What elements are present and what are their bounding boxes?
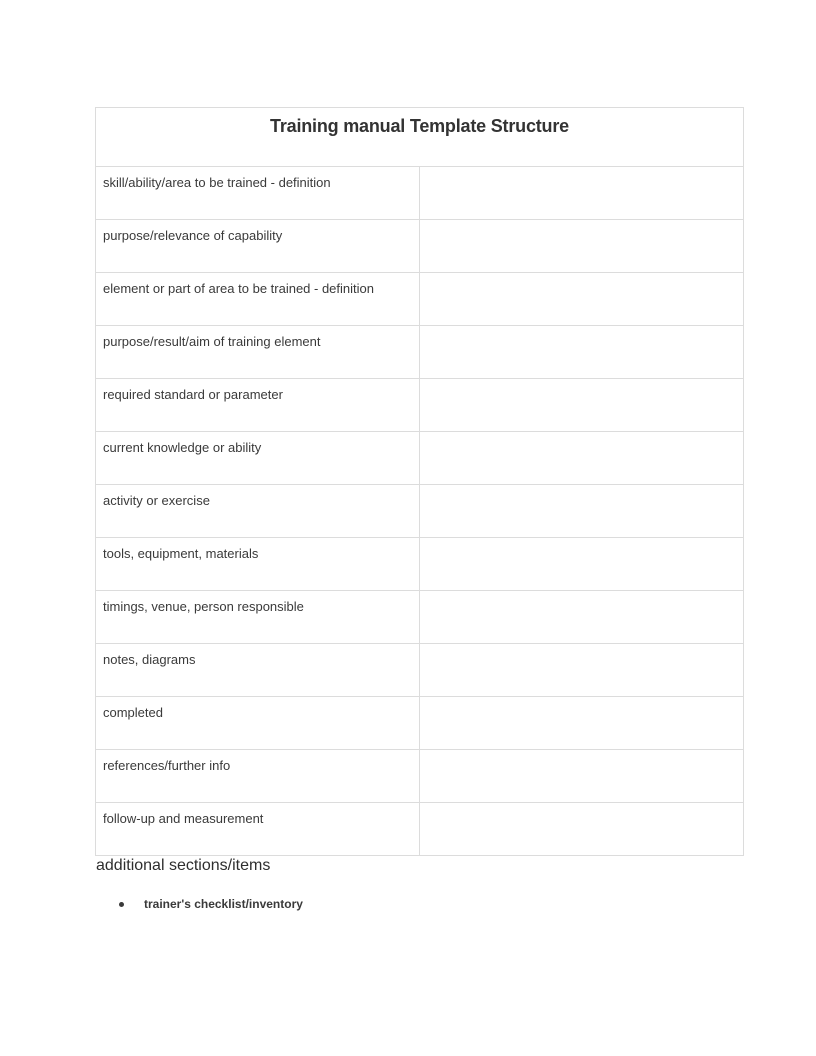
row-value-cell [420, 644, 744, 697]
row-label: skill/ability/area to be trained - definition [103, 175, 331, 190]
table-row [96, 485, 744, 538]
row-value-cell [420, 220, 744, 273]
row-label-cell [96, 220, 420, 273]
row-label: references/further info [103, 758, 231, 773]
row-label: current knowledge or ability [103, 440, 262, 455]
row-label-cell [96, 326, 420, 379]
row-label-cell [96, 167, 420, 220]
row-label-cell [96, 591, 420, 644]
row-value-cell [420, 273, 744, 326]
table-row [96, 220, 744, 273]
table-row [96, 273, 744, 326]
list-item [96, 895, 303, 913]
row-value-cell [420, 697, 744, 750]
table-row [96, 750, 744, 803]
list-item-text: trainer's checklist/inventory [144, 897, 303, 911]
additional-items-list [96, 895, 303, 913]
row-value-cell [420, 803, 744, 856]
row-label-cell [96, 538, 420, 591]
document-title: Training manual Template Structure [270, 116, 569, 136]
row-value-cell [420, 379, 744, 432]
row-label: tools, equipment, materials [103, 546, 259, 561]
table-row [96, 697, 744, 750]
title-cell [96, 108, 744, 167]
bullet-dot-icon [119, 902, 124, 907]
row-label: completed [103, 705, 163, 720]
row-label: notes, diagrams [103, 652, 196, 667]
row-label-cell [96, 697, 420, 750]
row-value-cell [420, 326, 744, 379]
row-label: follow-up and measurement [103, 811, 264, 826]
row-label-cell [96, 273, 420, 326]
table-row [96, 432, 744, 485]
table-row [96, 379, 744, 432]
title-row [96, 108, 744, 167]
table-row [96, 803, 744, 856]
additional-sections-heading: additional sections/items [96, 857, 271, 874]
row-label: required standard or parameter [103, 387, 283, 402]
row-label-cell [96, 803, 420, 856]
row-label: activity or exercise [103, 493, 210, 508]
training-template-table [95, 107, 744, 856]
table-row [96, 644, 744, 697]
table-row [96, 538, 744, 591]
row-label-cell [96, 485, 420, 538]
row-value-cell [420, 591, 744, 644]
row-value-cell [420, 750, 744, 803]
row-value-cell [420, 485, 744, 538]
table-row [96, 591, 744, 644]
table-row [96, 326, 744, 379]
row-value-cell [420, 432, 744, 485]
row-label: purpose/relevance of capability [103, 228, 283, 243]
table-row [96, 167, 744, 220]
row-label: element or part of area to be trained - definition [103, 281, 374, 296]
row-label-cell [96, 432, 420, 485]
row-value-cell [420, 167, 744, 220]
row-label: timings, venue, person responsible [103, 599, 304, 614]
row-label-cell [96, 644, 420, 697]
row-label: purpose/result/aim of training element [103, 334, 321, 349]
row-label-cell [96, 379, 420, 432]
row-label-cell [96, 750, 420, 803]
row-value-cell [420, 538, 744, 591]
